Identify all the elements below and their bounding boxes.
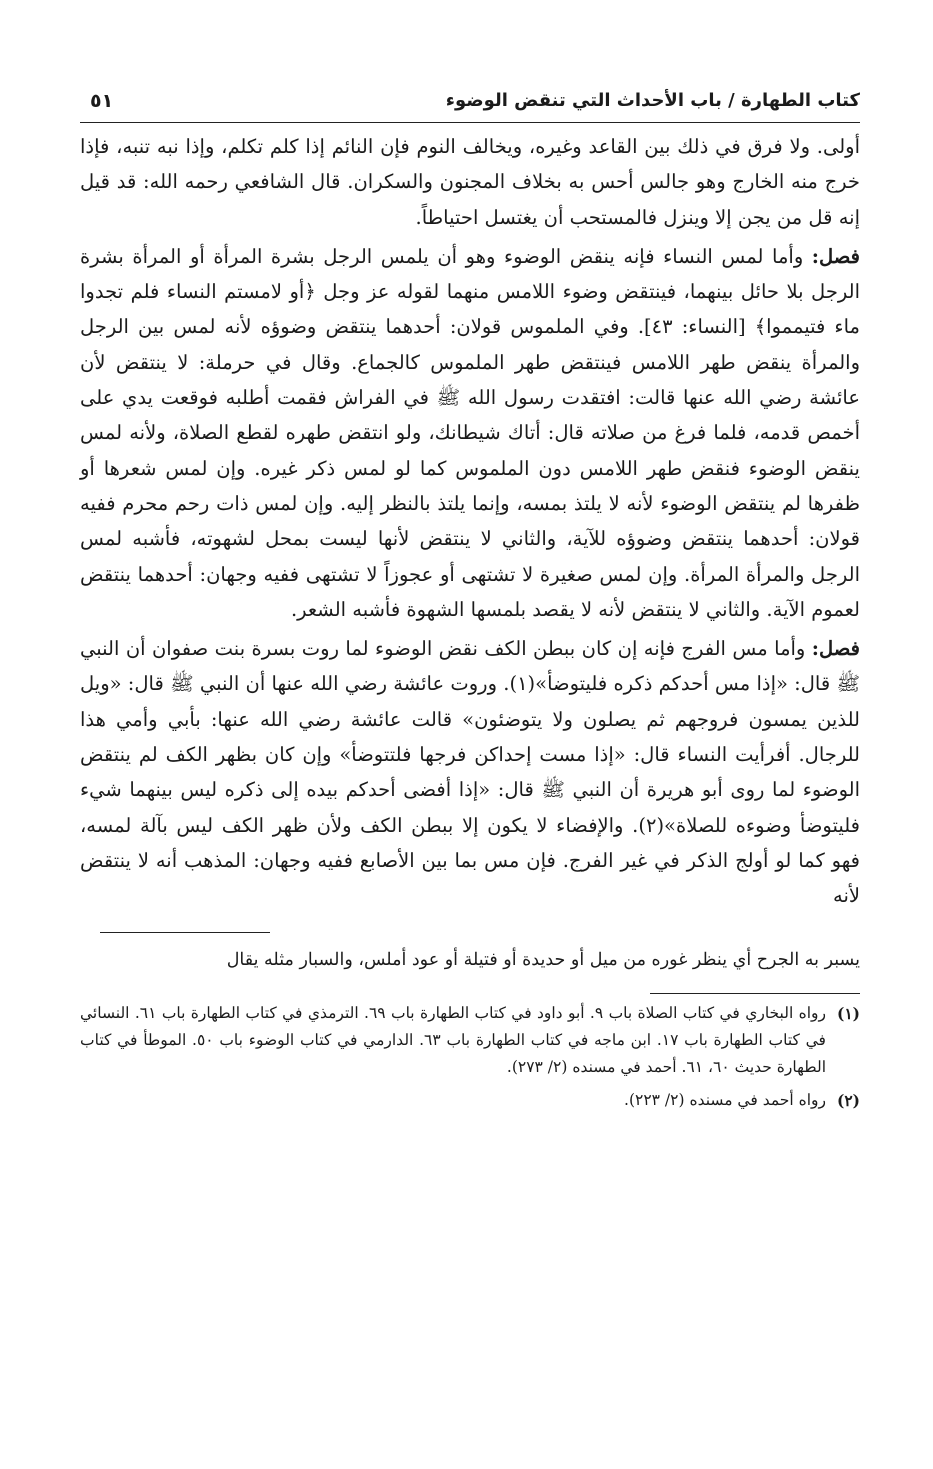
main-text [80,129,860,914]
footnote-number: (٢) [836,1090,860,1110]
footnote-number: (١) [836,1003,860,1023]
page-header [80,82,860,123]
paragraph-2-text: وأما لمس النساء فإنه ينقض الوضوء وهو أن يلمس الرجل بشرة المرأة أو المرأة بشرة الرجل بلا حائل بينهما، فينتقض وضوء اللامس منهما لقوله عز وجل ﴿أو لامستم النساء فلم تجدوا ماء فتيمموا﴾ [النساء: ٤٣]. وفي الملموس قولان: أحدهما ينتقض وضوؤه لأنه لمس بين الرجل والمرأة ينقض طهر اللامس فينتقض طهر الملموس كالجماع. وقال في حرملة: لا ينتقض لأن عائشة رضي الله عنها قالت: افتقدت رسول الله ﷺ في الفراش فقمت أطلبه فوقعت يدي على أخمص قدمه، فلما فرغ من صلاته قال: أتاك شيطانك، ولو انتقض طهره لقطع الصلاة، ولأنه لمس ينقض الوضوء فنقض طهر اللامس دون الملموس كما لو لمس ذكر غيره. وإن لمس شعرها أو ظفرها لم ينتقض الوضوء لأنه لا يلتذ بمسه، وإنما يلتذ بالنظر إليه. وإن لمس ذات رحم محرم ففيه قولان: أحدهما ينتقض وضوؤه للآية، والثاني لا ينتقض لأنها ليست بمحل لشهوته، فأشبه لمس الرجل والمرأة المرأة. وإن لمس صغيرة لا تشتهى أو عجوزاً لا تشتهى ففيه وجهان: أحدهما ينتقض لعموم الآية. والثاني لا ينتقض لأنه لا يقصد بلمسها الشهوة فأشبه الشعر. [80,244,860,621]
continued-footnote: يسبر به الجرح أي ينظر غوره من ميل أو حديدة أو فتيلة أو عود أملس، والسبار مثله يقال [226,949,860,970]
footnote-divider [100,932,270,933]
paragraph-3 [80,631,860,913]
footnote-text: رواه البخاري في كتاب الصلاة باب ٩. أبو داود في كتاب الطهارة باب ٦٩. الترمذي في كتاب الطهارة باب ٦١. النسائي في كتاب الطهارة باب ١٧. ابن ماجه في كتاب الطهارة باب ٦٣. الدارمي في كتاب الوضوء باب ٥٠. الموطأ في كتاب الطهارة حديث ٦٠، ٦١. أحمد في مسنده (٢/ ٢٧٣). [80,1003,827,1076]
footnote-item [80,1000,860,1081]
section-label: فصل: [811,244,860,268]
book-page [80,82,860,1120]
paragraph-3-text: وأما مس الفرج فإنه إن كان ببطن الكف نقض الوضوء لما روت بسرة بنت صفوان أن النبي ﷺ قال: «إذا مس أحدكم ذكره فليتوضأ»(١). وروت عائشة رضي الله عنها أن النبي ﷺ قال: «ويل للذين يمسون فروجهم ثم يصلون ولا يتوضئون» قالت عائشة رضي الله عنها: بأبي وأمي هذا للرجال. أفرأيت النساء قال: «إذا مست إحداكن فرجها فلتتوضأ» وإن كان بظهر الكف لم ينتقض الوضوء لما روى أبو هريرة أن النبي ﷺ قال: «إذا أفضى أحدكم بيده إلى ذكره ليس بينهما شيء فليتوضأ وضوءه للصلاة»(٢). والإفضاء لا يكون إلا ببطن الكف ولأن ظهر الكف ليس بآلة لمسه، فهو كما لو أولج الذكر في غير الفرج. فإن مس بما بين الأصابع ففيه وجهان: المذهب أنه لا ينتقض لأنه [80,637,860,908]
footnotes [80,1000,860,1114]
paragraph-1: أولى. ولا فرق في ذلك بين القاعد وغيره، ويخالف النوم فإن النائم إذا كلم تكلم، وإذا نبه تنبه، فإذا خرج منه الخارج وهو جالس أحس به بخلاف المجنون والسكران. قال الشافعي رحمه الله: قد قيل إنه قل من يجن إلا وينزل فالمستحب أن يغتسل احتياطاً. [80,135,860,229]
notes-divider [650,993,860,994]
footnote-item [80,1087,860,1114]
page-number: ٥١ [90,90,114,112]
running-head: كتاب الطهارة / باب الأحداث التي تنقض الوضوء [445,90,860,111]
paragraph-2 [80,239,860,627]
footnote-text: رواه أحمد في مسنده (٢/ ٢٢٣). [624,1090,826,1109]
section-label: فصل: [811,637,860,661]
